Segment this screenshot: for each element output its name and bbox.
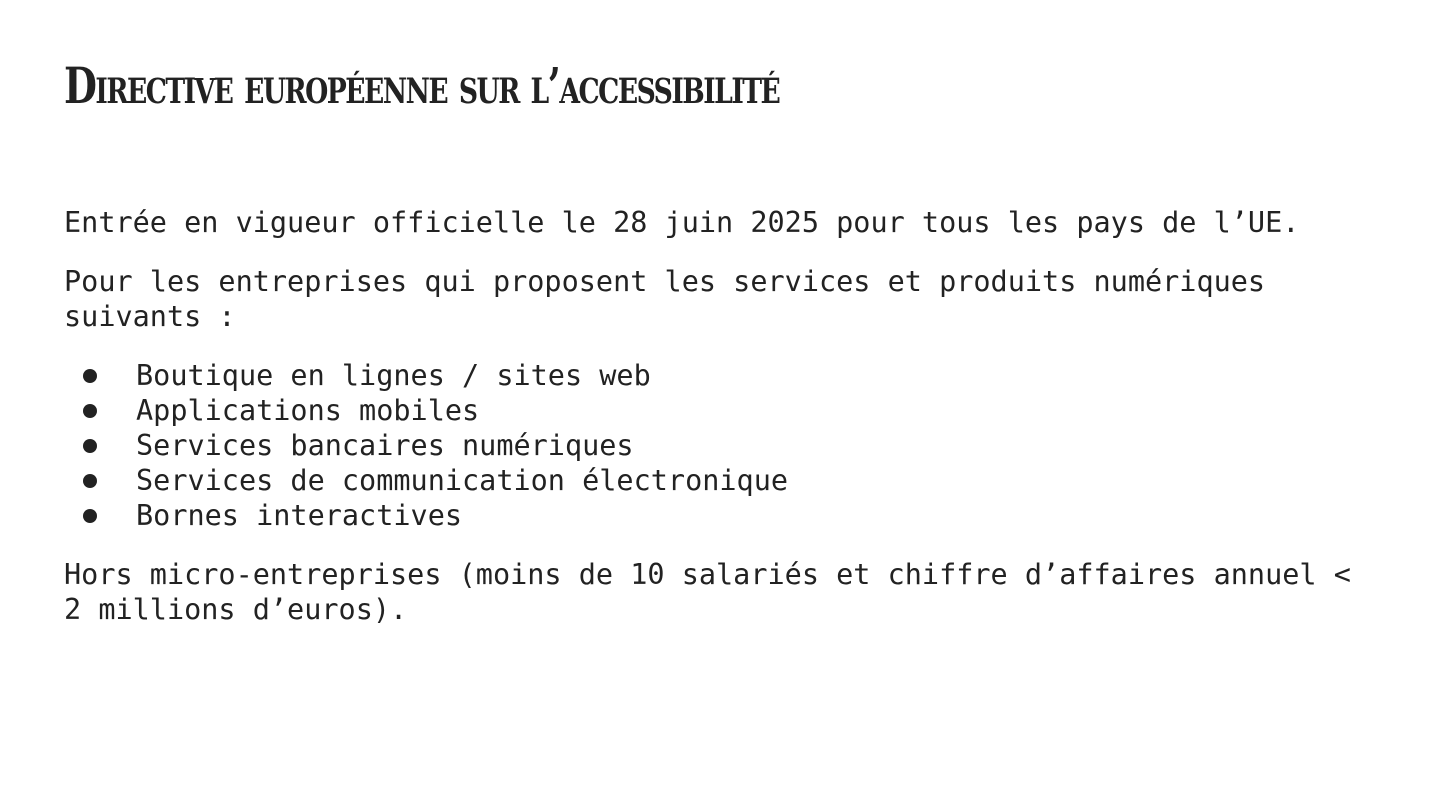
bullet-item <box>64 428 1374 463</box>
bullet-text: Applications mobiles <box>136 394 480 427</box>
bullet-text: Services de communication électronique <box>136 464 789 497</box>
bullet-item <box>64 463 1374 498</box>
bullet-item <box>64 393 1374 428</box>
bullet-dot-icon <box>83 439 97 453</box>
slide-body <box>64 205 1374 651</box>
bullet-text: Bornes interactives <box>136 499 463 532</box>
intro-paragraph: Entrée en vigueur officielle le 28 juin 2025 pour tous les pays de l’UE. <box>64 206 1300 239</box>
bullet-dot-icon <box>83 474 97 488</box>
bullet-dot-icon <box>83 509 97 523</box>
bullet-dot-icon <box>83 404 97 418</box>
scope-paragraph: Pour les entreprises qui proposent les services et produits numériques suivants : <box>64 265 1266 333</box>
bullet-item <box>64 358 1374 393</box>
bullet-text: Boutique en lignes / sites web <box>136 359 651 392</box>
slide-title: Directive européenne sur l’accessibilité <box>64 56 780 115</box>
bullet-text: Services bancaires numériques <box>136 429 634 462</box>
bullet-item <box>64 498 1374 533</box>
bullet-list <box>64 358 1374 533</box>
bullet-dot-icon <box>83 369 97 383</box>
exclusion-paragraph: Hors micro-entreprises (moins de 10 salariés et chiffre d’affaires annuel < 2 millions d’euros). <box>64 558 1351 626</box>
